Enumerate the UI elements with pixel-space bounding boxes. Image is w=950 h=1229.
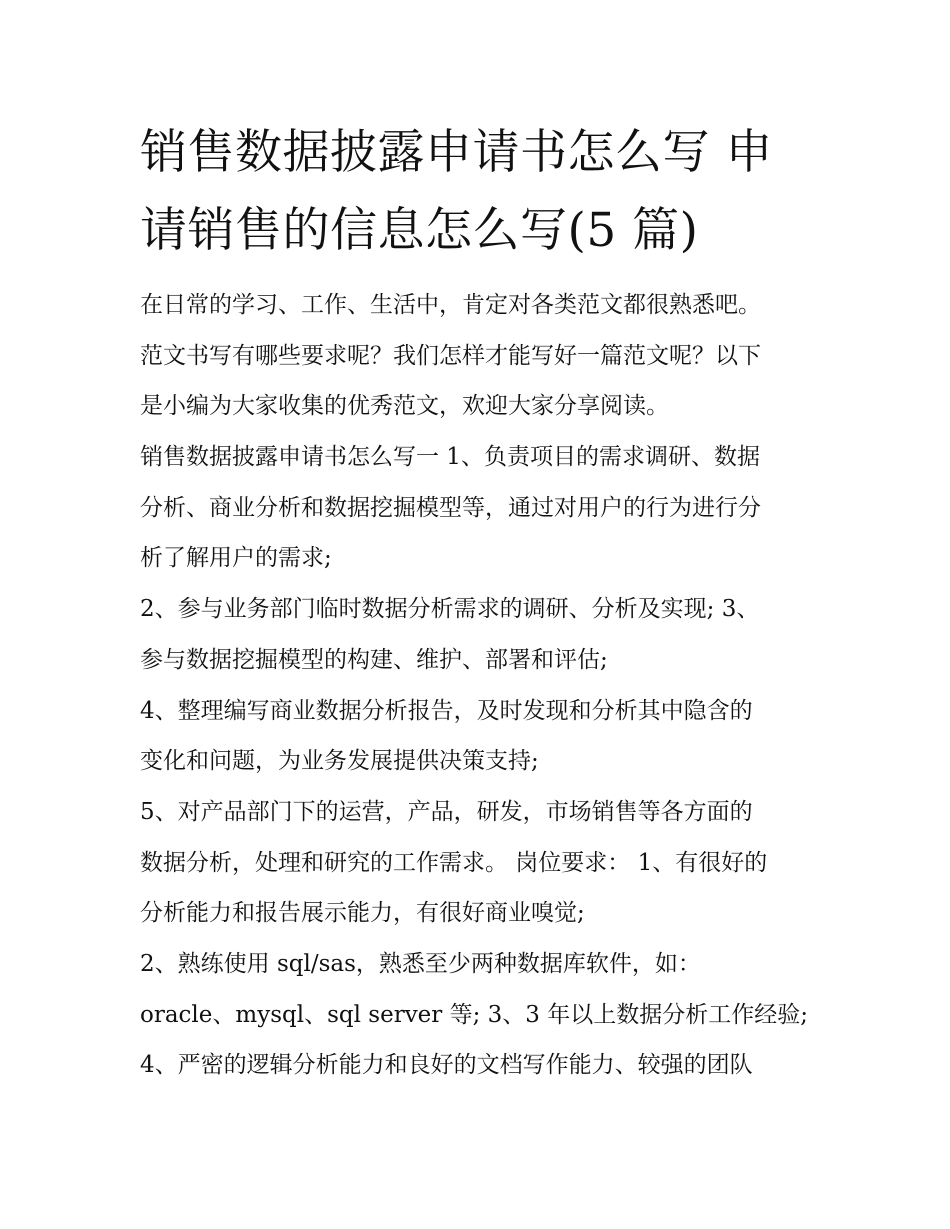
title-line-2: 请销售的信息怎么写(5 篇) — [140, 203, 699, 258]
body-line-5: 分析、商业分析和数据挖掘模型等，通过对用户的行为进行分 — [140, 494, 761, 521]
body-line-11: 5、对产品部门下的运营，产品，研发，市场销售等各方面的 — [140, 798, 753, 825]
body-line-6: 析了解用户的需求; — [140, 545, 332, 572]
body-line-7: 2、参与业务部门临时数据分析需求的调研、分析及实现; 3、 — [140, 596, 760, 623]
body-line-10: 变化和问题，为业务发展提供决策支持; — [140, 748, 539, 775]
document-body — [140, 280, 820, 1091]
body-line-1: 在日常的学习、工作、生活中，肯定对各类范文都很熟悉吧。 — [140, 292, 761, 318]
body-line-9: 4、整理编写商业数据分析报告，及时发现和分析其中隐含的 — [140, 697, 753, 724]
document-title — [140, 114, 820, 270]
body-line-12: 数据分析，处理和研究的工作需求。 岗位要求： 1、有很好的 — [140, 849, 768, 876]
body-line-4: 销售数据披露申请书怎么写一 1、负责项目的需求调研、数据 — [140, 444, 760, 471]
body-line-13: 分析能力和报告展示能力，有很好商业嗅觉; — [140, 900, 585, 927]
title-line-1: 销售数据披露申请书怎么写 申 — [140, 125, 773, 180]
body-line-2: 范文书写有哪些要求呢？我们怎样才能写好一篇范文呢？以下 — [140, 342, 761, 369]
body-line-16: 4、严密的逻辑分析能力和良好的文档写作能力、较强的团队 — [140, 1052, 753, 1079]
body-line-15: oracle、mysql、sql server 等; 3、3 年以上数据分析工作经验; — [140, 1001, 808, 1028]
body-line-8: 参与数据挖掘模型的构建、维护、部署和评估; — [140, 646, 608, 673]
body-line-14: 2、熟练使用 sql/sas，熟悉至少两种数据库软件，如： — [140, 950, 701, 977]
body-line-3: 是小编为大家收集的优秀范文，欢迎大家分享阅读。 — [140, 393, 669, 420]
